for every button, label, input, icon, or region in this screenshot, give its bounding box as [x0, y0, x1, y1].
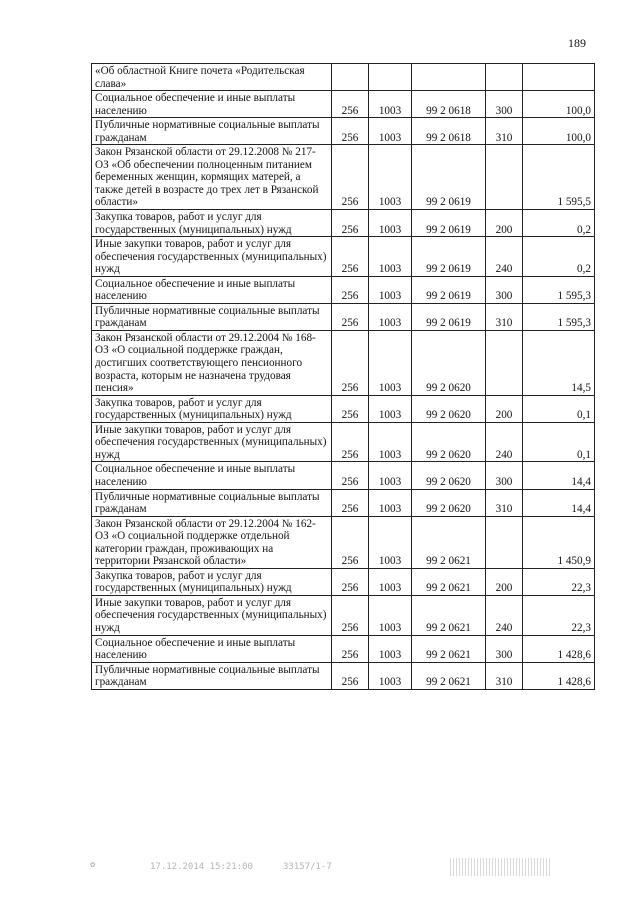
row-amount: 14,4: [523, 462, 595, 489]
row-expense-type: 300: [486, 276, 523, 303]
row-grbs: 256: [332, 489, 369, 516]
row-name: Социальное обеспечение и иные выплаты населению: [92, 276, 332, 303]
row-name: Закон Рязанской области от 29.12.2004 № 162-ОЗ «О социальной поддержке отдельной категории граждан, проживающих на территории Рязанской области»: [92, 516, 332, 568]
row-section: [369, 64, 412, 91]
row-section: 1003: [369, 145, 412, 210]
row-amount: 14,5: [523, 330, 595, 395]
table-row: [92, 595, 595, 635]
row-name: Иные закупки товаров, работ и услуг для обеспечения государственных (муниципальных) нужд: [92, 595, 332, 635]
row-section: 1003: [369, 330, 412, 395]
row-section: 1003: [369, 568, 412, 595]
row-expense-type: 200: [486, 210, 523, 237]
row-expense-type: 240: [486, 422, 523, 462]
row-amount: 1 450,9: [523, 516, 595, 568]
row-name: Закупка товаров, работ и услуг для государственных (муниципальных) нужд: [92, 210, 332, 237]
row-name: Закон Рязанской области от 29.12.2004 № 168-ОЗ «О социальной поддержке граждан, достигших соответствующего пенсионного возраста, которым не назначена трудовая пенсия»: [92, 330, 332, 395]
row-target-article: 99 2 0621: [412, 595, 486, 635]
table-row: [92, 276, 595, 303]
row-section: 1003: [369, 210, 412, 237]
row-amount: 0,1: [523, 395, 595, 422]
row-grbs: [332, 64, 369, 91]
row-name: Публичные нормативные социальные выплаты гражданам: [92, 662, 332, 689]
table-row: [92, 568, 595, 595]
row-target-article: 99 2 0618: [412, 91, 486, 118]
row-name: Социальное обеспечение и иные выплаты населению: [92, 635, 332, 662]
row-target-article: 99 2 0620: [412, 422, 486, 462]
table-row: [92, 118, 595, 145]
row-section: 1003: [369, 276, 412, 303]
table-row: [92, 330, 595, 395]
row-section: 1003: [369, 395, 412, 422]
table-row: [92, 516, 595, 568]
row-grbs: 256: [332, 303, 369, 330]
row-expense-type: 240: [486, 237, 523, 277]
row-section: 1003: [369, 303, 412, 330]
row-target-article: 99 2 0620: [412, 462, 486, 489]
row-amount: 1 595,3: [523, 303, 595, 330]
row-amount: 100,0: [523, 91, 595, 118]
row-grbs: 256: [332, 568, 369, 595]
row-grbs: 256: [332, 145, 369, 210]
row-name: Закон Рязанской области от 29.12.2008 № 217-ОЗ «Об обеспечении полноценным питанием беременных женщин, кормящих матерей, а также детей в возрасте до трех лет в Рязанской области»: [92, 145, 332, 210]
row-amount: 22,3: [523, 595, 595, 635]
row-grbs: 256: [332, 210, 369, 237]
row-name: Закупка товаров, работ и услуг для государственных (муниципальных) нужд: [92, 395, 332, 422]
footer: [0, 858, 640, 888]
row-amount: 0,1: [523, 422, 595, 462]
row-expense-type: 310: [486, 662, 523, 689]
footer-doc-number: 33157/1-7: [283, 862, 332, 872]
row-amount: 0,2: [523, 237, 595, 277]
table-row: [92, 64, 595, 91]
row-section: 1003: [369, 516, 412, 568]
row-amount: 14,4: [523, 489, 595, 516]
footer-date: 17.12.2014 15:21:00: [150, 862, 253, 872]
stamp-icon: ✿: [90, 860, 96, 870]
budget-table: [91, 63, 595, 690]
row-target-article: 99 2 0621: [412, 568, 486, 595]
row-amount: 1 595,5: [523, 145, 595, 210]
row-target-article: 99 2 0619: [412, 303, 486, 330]
page-number: 189: [568, 36, 586, 50]
row-expense-type: 240: [486, 595, 523, 635]
table-row: [92, 91, 595, 118]
row-amount: 22,3: [523, 568, 595, 595]
row-section: 1003: [369, 91, 412, 118]
row-section: 1003: [369, 118, 412, 145]
table-row: [92, 489, 595, 516]
row-amount: 0,2: [523, 210, 595, 237]
row-expense-type: [486, 330, 523, 395]
table-row: [92, 422, 595, 462]
row-name: Иные закупки товаров, работ и услуг для обеспечения государственных (муниципальных) нужд: [92, 422, 332, 462]
row-expense-type: 310: [486, 118, 523, 145]
row-grbs: 256: [332, 276, 369, 303]
row-grbs: 256: [332, 516, 369, 568]
row-section: 1003: [369, 462, 412, 489]
row-section: 1003: [369, 237, 412, 277]
row-target-article: 99 2 0619: [412, 145, 486, 210]
row-expense-type: [486, 64, 523, 91]
table-row: [92, 237, 595, 277]
row-target-article: 99 2 0618: [412, 118, 486, 145]
row-target-article: 99 2 0620: [412, 489, 486, 516]
row-amount: 1 595,3: [523, 276, 595, 303]
row-name: Публичные нормативные социальные выплаты гражданам: [92, 118, 332, 145]
row-target-article: 99 2 0620: [412, 395, 486, 422]
row-target-article: 99 2 0621: [412, 516, 486, 568]
table-row: [92, 395, 595, 422]
row-grbs: 256: [332, 422, 369, 462]
row-section: 1003: [369, 662, 412, 689]
row-grbs: 256: [332, 91, 369, 118]
row-expense-type: 310: [486, 303, 523, 330]
row-section: 1003: [369, 422, 412, 462]
row-target-article: 99 2 0620: [412, 330, 486, 395]
row-amount: 100,0: [523, 118, 595, 145]
row-name: «Об областной Книге почета «Родительская слава»: [92, 64, 332, 91]
budget-table-body: [92, 64, 595, 690]
row-target-article: 99 2 0619: [412, 210, 486, 237]
row-target-article: 99 2 0619: [412, 237, 486, 277]
row-name: Социальное обеспечение и иные выплаты населению: [92, 91, 332, 118]
row-grbs: 256: [332, 462, 369, 489]
row-grbs: 256: [332, 237, 369, 277]
row-target-article: 99 2 0621: [412, 662, 486, 689]
row-target-article: [412, 64, 486, 91]
row-name: Закупка товаров, работ и услуг для государственных (муниципальных) нужд: [92, 568, 332, 595]
row-name: Публичные нормативные социальные выплаты гражданам: [92, 303, 332, 330]
row-grbs: 256: [332, 330, 369, 395]
row-amount: 1 428,6: [523, 635, 595, 662]
row-target-article: 99 2 0619: [412, 276, 486, 303]
row-amount: [523, 64, 595, 91]
row-expense-type: [486, 516, 523, 568]
row-section: 1003: [369, 595, 412, 635]
row-grbs: 256: [332, 595, 369, 635]
table-row: [92, 662, 595, 689]
row-amount: 1 428,6: [523, 662, 595, 689]
row-expense-type: 310: [486, 489, 523, 516]
row-section: 1003: [369, 489, 412, 516]
row-expense-type: 300: [486, 635, 523, 662]
row-expense-type: 300: [486, 91, 523, 118]
row-grbs: 256: [332, 118, 369, 145]
row-name: Социальное обеспечение и иные выплаты населению: [92, 462, 332, 489]
barcode-icon: [450, 858, 550, 876]
row-expense-type: 200: [486, 395, 523, 422]
table-row: [92, 303, 595, 330]
table-row: [92, 635, 595, 662]
row-expense-type: 300: [486, 462, 523, 489]
row-expense-type: [486, 145, 523, 210]
row-target-article: 99 2 0621: [412, 635, 486, 662]
row-section: 1003: [369, 635, 412, 662]
table-row: [92, 145, 595, 210]
row-grbs: 256: [332, 662, 369, 689]
table-row: [92, 210, 595, 237]
row-grbs: 256: [332, 635, 369, 662]
row-name: Иные закупки товаров, работ и услуг для обеспечения государственных (муниципальных) нужд: [92, 237, 332, 277]
row-expense-type: 200: [486, 568, 523, 595]
row-grbs: 256: [332, 395, 369, 422]
table-row: [92, 462, 595, 489]
row-name: Публичные нормативные социальные выплаты гражданам: [92, 489, 332, 516]
